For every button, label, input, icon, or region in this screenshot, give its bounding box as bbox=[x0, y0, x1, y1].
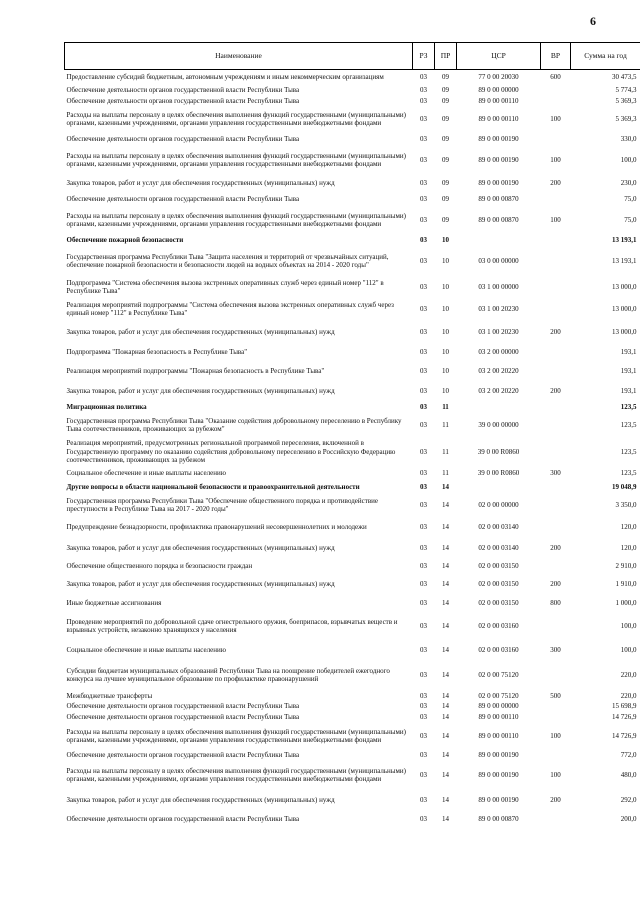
row-rz: 03 bbox=[420, 702, 427, 711]
row-vr bbox=[541, 360, 571, 382]
row-vr: 200 bbox=[550, 179, 561, 188]
row-name: Обеспечение деятельности органов государственной власти Республики Тыва bbox=[66, 86, 300, 94]
row-pr: 10 bbox=[442, 387, 449, 396]
row-vr: 600 bbox=[550, 73, 561, 82]
row-pr: 14 bbox=[442, 796, 449, 805]
row-pr: 14 bbox=[442, 815, 449, 824]
row-vr bbox=[541, 811, 571, 827]
row-csr bbox=[457, 234, 541, 246]
table-row bbox=[65, 70, 640, 86]
row-sum: 14 726,9 bbox=[612, 712, 637, 721]
row-vr bbox=[541, 95, 571, 106]
table-row bbox=[65, 382, 640, 400]
row-name: Реализация мероприятий подпрограммы "Система обеспечения вызова экстренных оперативных служб через единый номер "112" в Республике Тыва" bbox=[66, 301, 394, 318]
row-name: Расходы на выплаты персоналу в целях обеспечения выполнения функций государственными (муниципальными) органами, казенными учреждениями, органами управления государственными внебюджетными фондами bbox=[66, 111, 407, 128]
row-name: Обеспечение деятельности органов государственной власти Республики Тыва bbox=[66, 815, 300, 824]
table-row bbox=[65, 234, 640, 246]
row-vr bbox=[541, 515, 571, 538]
row-csr: 03 1 00 20230 bbox=[478, 327, 519, 336]
header-vr: ВР bbox=[541, 43, 571, 70]
table-row bbox=[65, 413, 640, 437]
row-csr: 89 0 00 00190 bbox=[478, 796, 519, 805]
row-sum: 75,0 bbox=[624, 216, 637, 225]
table-row bbox=[65, 246, 640, 275]
header-pr: ПР bbox=[435, 43, 457, 70]
row-name: Государственная программа Республики Тыва "Обеспечение общественного порядка и противодействие преступности в Республике Тыва на 2017 - 2020 годы" bbox=[66, 496, 378, 513]
row-pr: 14 bbox=[442, 522, 449, 531]
row-sum: 220,0 bbox=[620, 671, 637, 680]
row-pr: 10 bbox=[442, 347, 449, 356]
table-row bbox=[65, 538, 640, 558]
row-sum: 193,1 bbox=[620, 387, 637, 396]
row-pr: 14 bbox=[442, 771, 449, 780]
table-row bbox=[65, 660, 640, 690]
row-sum: 123,5 bbox=[620, 447, 637, 456]
table-row bbox=[65, 400, 640, 413]
header-name: Наименование bbox=[65, 43, 413, 70]
row-name: Межбюджетные трансферты bbox=[66, 691, 153, 700]
page-number: 6 bbox=[590, 14, 596, 28]
table-row bbox=[65, 558, 640, 574]
row-pr: 09 bbox=[442, 96, 449, 105]
row-sum: 100,0 bbox=[620, 646, 637, 655]
row-pr: 11 bbox=[442, 447, 449, 456]
row-pr: 14 bbox=[442, 562, 449, 571]
row-name: Другие вопросы в области национальной безопасности и правоохранительной деятельности bbox=[66, 482, 360, 491]
row-csr: 89 0 00 00190 bbox=[478, 179, 519, 188]
row-csr: 02 0 00 03150 bbox=[478, 599, 519, 608]
row-name: Расходы на выплаты персоналу в целях обеспечения выполнения функций государственными (муниципальными) органами, казенными учреждениями, органами управления государственными внебюджетными фондами bbox=[66, 212, 407, 229]
row-sum: 193,1 bbox=[620, 367, 637, 376]
row-rz: 03 bbox=[420, 236, 427, 245]
row-pr: 11 bbox=[442, 468, 449, 477]
row-name: Расходы на выплаты персоналу в целях обеспечения выполнения функций государственными (муниципальными) органами, казенными учреждениями, органами управления государственными внебюджетными фондами bbox=[66, 152, 407, 169]
row-rz: 03 bbox=[420, 156, 427, 165]
row-name: Обеспечение деятельности органов государственной власти Республики Тыва bbox=[66, 195, 300, 204]
row-rz: 03 bbox=[420, 544, 427, 553]
row-rz: 03 bbox=[420, 327, 427, 336]
row-sum: 123,5 bbox=[620, 468, 637, 477]
row-vr bbox=[541, 711, 571, 722]
row-rz: 03 bbox=[420, 367, 427, 376]
row-csr: 89 0 00 00870 bbox=[478, 195, 519, 204]
row-rz: 03 bbox=[420, 500, 427, 509]
row-sum: 5 369,3 bbox=[615, 115, 637, 124]
row-rz: 03 bbox=[420, 815, 427, 824]
row-rz: 03 bbox=[420, 387, 427, 396]
row-csr: 03 1 00 20230 bbox=[478, 305, 519, 314]
row-vr bbox=[541, 192, 571, 206]
row-rz: 03 bbox=[420, 282, 427, 291]
row-sum: 200,0 bbox=[620, 815, 637, 824]
row-vr: 100 bbox=[550, 216, 561, 225]
row-sum: 292,0 bbox=[620, 796, 637, 805]
row-pr: 09 bbox=[442, 135, 449, 144]
row-pr: 09 bbox=[442, 86, 449, 94]
row-rz: 03 bbox=[420, 599, 427, 608]
row-name: Закупка товаров, работ и услуг для обеспечения государственных (муниципальных) нужд bbox=[66, 580, 335, 589]
row-csr: 39 0 00 R0860 bbox=[477, 447, 520, 456]
row-name: Закупка товаров, работ и услуг для обеспечения государственных (муниципальных) нужд bbox=[66, 327, 335, 336]
table-row bbox=[65, 494, 640, 515]
table-row bbox=[65, 479, 640, 494]
row-rz: 03 bbox=[420, 421, 427, 430]
row-rz: 03 bbox=[420, 522, 427, 531]
row-csr: 02 0 00 03160 bbox=[478, 622, 519, 631]
row-rz: 03 bbox=[420, 195, 427, 204]
row-rz: 03 bbox=[420, 179, 427, 188]
row-vr: 200 bbox=[550, 544, 561, 553]
row-vr bbox=[541, 275, 571, 298]
table-row bbox=[65, 437, 640, 466]
row-name: Расходы на выплаты персоналу в целях обеспечения выполнения функций государственными (муниципальными) органами, казенными учреждениями, органами управления государственными внебюджетными фондами bbox=[66, 727, 407, 744]
row-rz: 03 bbox=[420, 468, 427, 477]
row-name: Обеспечение деятельности органов государственной власти Республики Тыва bbox=[66, 135, 300, 144]
row-sum: 230,0 bbox=[620, 179, 637, 188]
header-csr: ЦСР bbox=[457, 43, 541, 70]
row-csr: 02 0 00 00000 bbox=[478, 500, 519, 509]
row-csr bbox=[457, 400, 541, 413]
row-vr: 200 bbox=[550, 796, 561, 805]
row-name: Закупка товаров, работ и услуг для обеспечения государственных (муниципальных) нужд bbox=[66, 387, 335, 396]
row-rz: 03 bbox=[420, 115, 427, 124]
row-pr: 11 bbox=[442, 402, 449, 411]
row-csr: 02 0 00 03150 bbox=[478, 580, 519, 589]
row-pr: 09 bbox=[442, 179, 449, 188]
row-pr: 14 bbox=[442, 544, 449, 553]
row-csr: 03 2 00 20220 bbox=[478, 387, 519, 396]
table-row bbox=[65, 132, 640, 146]
row-vr bbox=[541, 132, 571, 146]
row-name: Подпрограмма "Пожарная безопасность в Республике Тыва" bbox=[66, 347, 248, 356]
row-csr: 89 0 00 00870 bbox=[478, 216, 519, 225]
table-row bbox=[65, 85, 640, 95]
row-name: Проведение мероприятий по добровольной сдаче огнестрельного оружия, боеприпасов, взрывчатых веществ и взрывных устройств, незаконно хранящихся у населения bbox=[66, 618, 398, 635]
row-sum: 5 369,3 bbox=[615, 96, 637, 105]
row-vr: 100 bbox=[550, 115, 561, 124]
row-vr: 300 bbox=[550, 646, 561, 655]
row-rz: 03 bbox=[420, 751, 427, 760]
row-vr: 300 bbox=[550, 468, 561, 477]
row-csr: 39 0 00 00000 bbox=[478, 421, 519, 430]
row-csr: 03 0 00 00000 bbox=[478, 256, 519, 265]
row-csr: 89 0 00 00190 bbox=[478, 135, 519, 144]
row-sum: 330,0 bbox=[620, 135, 637, 144]
row-pr: 14 bbox=[442, 500, 449, 509]
row-name: Предоставление субсидий бюджетным, автономным учреждениям и иным некоммерческим организациям bbox=[66, 73, 384, 82]
row-sum: 13 193,1 bbox=[612, 256, 637, 265]
table-header-row bbox=[65, 43, 640, 70]
row-sum: 123,5 bbox=[620, 402, 637, 411]
row-csr bbox=[457, 479, 541, 494]
row-name: Реализация мероприятий подпрограммы "Пожарная безопасность в Республике Тыва" bbox=[66, 367, 325, 376]
row-rz: 03 bbox=[420, 73, 427, 82]
row-name: Расходы на выплаты персоналу в целях обеспечения выполнения функций государственными (муниципальными) органами, казенными учреждениями, органами управления государственными внебюджетными фондами bbox=[66, 767, 407, 784]
row-vr bbox=[541, 298, 571, 320]
row-sum: 220,0 bbox=[620, 691, 637, 700]
row-csr: 77 0 00 20030 bbox=[478, 73, 519, 82]
table-row bbox=[65, 466, 640, 479]
row-sum: 75,0 bbox=[624, 195, 637, 204]
row-vr bbox=[541, 437, 571, 466]
row-vr bbox=[541, 234, 571, 246]
row-csr: 02 0 00 03150 bbox=[478, 562, 519, 571]
row-csr: 03 1 00 00000 bbox=[478, 282, 519, 291]
row-rz: 03 bbox=[420, 796, 427, 805]
row-sum: 120,0 bbox=[620, 522, 637, 531]
row-sum: 3 350,0 bbox=[615, 500, 637, 509]
row-rz: 03 bbox=[420, 622, 427, 631]
row-pr: 11 bbox=[442, 421, 449, 430]
row-rz: 03 bbox=[420, 646, 427, 655]
table-body bbox=[65, 70, 640, 828]
budget-table bbox=[64, 42, 640, 827]
row-pr: 14 bbox=[442, 646, 449, 655]
table-row bbox=[65, 574, 640, 594]
row-sum: 2 910,0 bbox=[615, 562, 637, 571]
row-sum: 15 698,9 bbox=[612, 702, 637, 711]
row-vr bbox=[541, 701, 571, 711]
row-vr: 100 bbox=[550, 771, 561, 780]
row-sum: 772,0 bbox=[620, 751, 637, 760]
row-csr: 02 0 00 03160 bbox=[478, 646, 519, 655]
row-vr bbox=[541, 660, 571, 690]
row-pr: 10 bbox=[442, 367, 449, 376]
row-vr: 200 bbox=[550, 327, 561, 336]
row-pr: 09 bbox=[442, 73, 449, 82]
row-csr: 89 0 00 00110 bbox=[478, 115, 519, 124]
row-name: Предупреждение безнадзорности, профилактика правонарушений несовершеннолетних и молодежи bbox=[66, 522, 367, 531]
row-csr: 89 0 00 00110 bbox=[478, 731, 519, 740]
row-name: Обеспечение деятельности органов государственной власти Республики Тыва bbox=[66, 96, 300, 105]
table-row bbox=[65, 515, 640, 538]
row-name: Государственная программа Республики Тыва "Оказание содействия добровольному переселению в Республику Тыва соотечественников, проживающих за рубежом" bbox=[66, 417, 402, 434]
row-sum: 1 910,0 bbox=[615, 580, 637, 589]
row-csr: 89 0 00 00000 bbox=[478, 86, 519, 94]
row-pr: 14 bbox=[442, 671, 449, 680]
row-rz: 03 bbox=[420, 671, 427, 680]
row-pr: 14 bbox=[442, 622, 449, 631]
table-row bbox=[65, 343, 640, 360]
row-name: Закупка товаров, работ и услуг для обеспечения государственных (муниципальных) нужд bbox=[66, 179, 335, 188]
row-name: Реализация мероприятий, предусмотренных региональной программой переселения, включенной в Государственную программу по оказанию содействия добровольному переселению в Российскую Федерацию соотечественников, проживающих за рубежом bbox=[66, 439, 396, 464]
row-pr: 14 bbox=[442, 691, 449, 700]
row-rz: 03 bbox=[420, 580, 427, 589]
row-name: Обеспечение деятельности органов государственной власти Республики Тыва bbox=[66, 712, 300, 721]
table-row bbox=[65, 174, 640, 192]
row-csr: 02 0 00 03140 bbox=[478, 522, 519, 531]
row-sum: 193,1 bbox=[620, 347, 637, 356]
row-vr: 100 bbox=[550, 156, 561, 165]
row-pr: 14 bbox=[442, 751, 449, 760]
row-sum: 14 726,9 bbox=[612, 731, 637, 740]
row-name: Обеспечение деятельности органов государственной власти Республики Тыва bbox=[66, 751, 300, 760]
table-row bbox=[65, 206, 640, 234]
table-row bbox=[65, 594, 640, 612]
row-pr: 09 bbox=[442, 195, 449, 204]
header-sum: Сумма на год bbox=[571, 43, 640, 70]
table-row bbox=[65, 761, 640, 789]
row-rz: 03 bbox=[420, 562, 427, 571]
row-sum: 120,0 bbox=[620, 544, 637, 553]
row-sum: 5 774,3 bbox=[615, 86, 637, 94]
row-rz: 03 bbox=[420, 402, 427, 411]
row-pr: 09 bbox=[442, 156, 449, 165]
row-vr bbox=[541, 749, 571, 761]
row-name: Закупка товаров, работ и услуг для обеспечения государственных (муниципальных) нужд bbox=[66, 544, 335, 553]
table-row bbox=[65, 749, 640, 761]
row-vr bbox=[541, 558, 571, 574]
row-pr: 10 bbox=[442, 236, 449, 245]
row-csr: 03 2 00 00000 bbox=[478, 347, 519, 356]
row-sum: 123,5 bbox=[620, 421, 637, 430]
row-name: Государственная программа Республики Тыва "Защита населения и территорий от чрезвычайных ситуаций, обеспечение пожарной безопасности и безопасности людей на водных объектах на 2014 - 2020 годы" bbox=[66, 252, 389, 269]
row-pr: 14 bbox=[442, 702, 449, 711]
row-rz: 03 bbox=[420, 96, 427, 105]
row-vr: 200 bbox=[550, 580, 561, 589]
row-csr: 39 0 00 R0860 bbox=[477, 468, 520, 477]
row-csr: 89 0 00 00190 bbox=[478, 771, 519, 780]
row-name: Социальное обеспечение и иные выплаты населению bbox=[66, 468, 226, 477]
table-row bbox=[65, 192, 640, 206]
row-csr: 02 0 00 03140 bbox=[478, 544, 519, 553]
row-rz: 03 bbox=[420, 771, 427, 780]
row-csr: 89 0 00 00110 bbox=[478, 712, 519, 721]
row-name: Миграционная политика bbox=[66, 402, 147, 411]
row-vr: 200 bbox=[550, 387, 561, 396]
row-rz: 03 bbox=[420, 691, 427, 700]
row-sum: 100,0 bbox=[620, 622, 637, 631]
table-row bbox=[65, 95, 640, 106]
table-row bbox=[65, 275, 640, 298]
row-rz: 03 bbox=[420, 86, 427, 94]
row-rz: 03 bbox=[420, 256, 427, 265]
row-name: Обеспечение деятельности органов государственной власти Республики Тыва bbox=[66, 702, 300, 711]
row-name: Социальное обеспечение и иные выплаты населению bbox=[66, 646, 226, 655]
row-csr: 89 0 00 00190 bbox=[478, 751, 519, 760]
row-vr bbox=[541, 85, 571, 95]
row-vr bbox=[541, 612, 571, 640]
row-sum: 13 000,0 bbox=[612, 327, 637, 336]
row-rz: 03 bbox=[420, 482, 427, 491]
table-row bbox=[65, 701, 640, 711]
row-sum: 30 473,5 bbox=[612, 73, 637, 82]
row-vr bbox=[541, 246, 571, 275]
row-pr: 14 bbox=[442, 599, 449, 608]
row-rz: 03 bbox=[420, 135, 427, 144]
row-vr bbox=[541, 494, 571, 515]
row-sum: 13 000,0 bbox=[612, 282, 637, 291]
row-name: Обеспечение пожарной безопасности bbox=[66, 236, 184, 245]
row-rz: 03 bbox=[420, 305, 427, 314]
table-row bbox=[65, 360, 640, 382]
row-pr: 14 bbox=[442, 580, 449, 589]
row-name: Обеспечение общественного порядка и безопасности граждан bbox=[66, 562, 253, 571]
row-rz: 03 bbox=[420, 347, 427, 356]
table-row bbox=[65, 789, 640, 811]
row-sum: 13 000,0 bbox=[612, 305, 637, 314]
row-vr: 100 bbox=[550, 731, 561, 740]
row-pr: 09 bbox=[442, 216, 449, 225]
row-sum: 100,0 bbox=[620, 156, 637, 165]
row-csr: 02 0 00 75120 bbox=[478, 691, 519, 700]
row-pr: 14 bbox=[442, 482, 449, 491]
row-rz: 03 bbox=[420, 447, 427, 456]
row-vr: 800 bbox=[550, 599, 561, 608]
row-name: Подпрограмма "Система обеспечения вызова экстренных оперативных служб через единый номер "112" в Республике Тыва" bbox=[66, 278, 384, 295]
table-row bbox=[65, 106, 640, 132]
row-name: Субсидии бюджетам муниципальных образований Республики Тыва на поощрение победителей ежегодного конкурса на лучшее муниципальное образование по профилактике правонарушений bbox=[66, 667, 390, 684]
row-csr: 03 2 00 20220 bbox=[478, 367, 519, 376]
row-csr: 89 0 00 00110 bbox=[478, 96, 519, 105]
row-vr bbox=[541, 479, 571, 494]
row-vr: 500 bbox=[550, 691, 561, 700]
table-row bbox=[65, 722, 640, 749]
table-row bbox=[65, 711, 640, 722]
row-vr bbox=[541, 343, 571, 360]
row-pr: 14 bbox=[442, 731, 449, 740]
row-vr bbox=[541, 413, 571, 437]
row-name: Закупка товаров, работ и услуг для обеспечения государственных (муниципальных) нужд bbox=[66, 796, 335, 805]
row-csr: 89 0 00 00000 bbox=[478, 702, 519, 711]
table-row bbox=[65, 811, 640, 827]
row-sum: 1 000,0 bbox=[615, 599, 637, 608]
row-rz: 03 bbox=[420, 216, 427, 225]
row-sum: 13 193,1 bbox=[612, 236, 637, 245]
table-row bbox=[65, 640, 640, 660]
row-name: Иные бюджетные ассигнования bbox=[66, 599, 162, 608]
row-pr: 10 bbox=[442, 305, 449, 314]
row-sum: 19 048,9 bbox=[612, 482, 637, 491]
row-pr: 10 bbox=[442, 282, 449, 291]
row-csr: 89 0 00 00190 bbox=[478, 156, 519, 165]
table-row bbox=[65, 612, 640, 640]
row-pr: 14 bbox=[442, 712, 449, 721]
table-row bbox=[65, 690, 640, 701]
table-row bbox=[65, 146, 640, 174]
row-rz: 03 bbox=[420, 731, 427, 740]
table-row bbox=[65, 298, 640, 320]
row-pr: 10 bbox=[442, 327, 449, 336]
header-rz: РЗ bbox=[413, 43, 435, 70]
row-csr: 02 0 00 75120 bbox=[478, 671, 519, 680]
row-pr: 09 bbox=[442, 115, 449, 124]
table-row bbox=[65, 320, 640, 343]
row-pr: 10 bbox=[442, 256, 449, 265]
row-csr: 89 0 00 00870 bbox=[478, 815, 519, 824]
row-sum: 480,0 bbox=[620, 771, 637, 780]
row-vr bbox=[541, 400, 571, 413]
row-rz: 03 bbox=[420, 712, 427, 721]
